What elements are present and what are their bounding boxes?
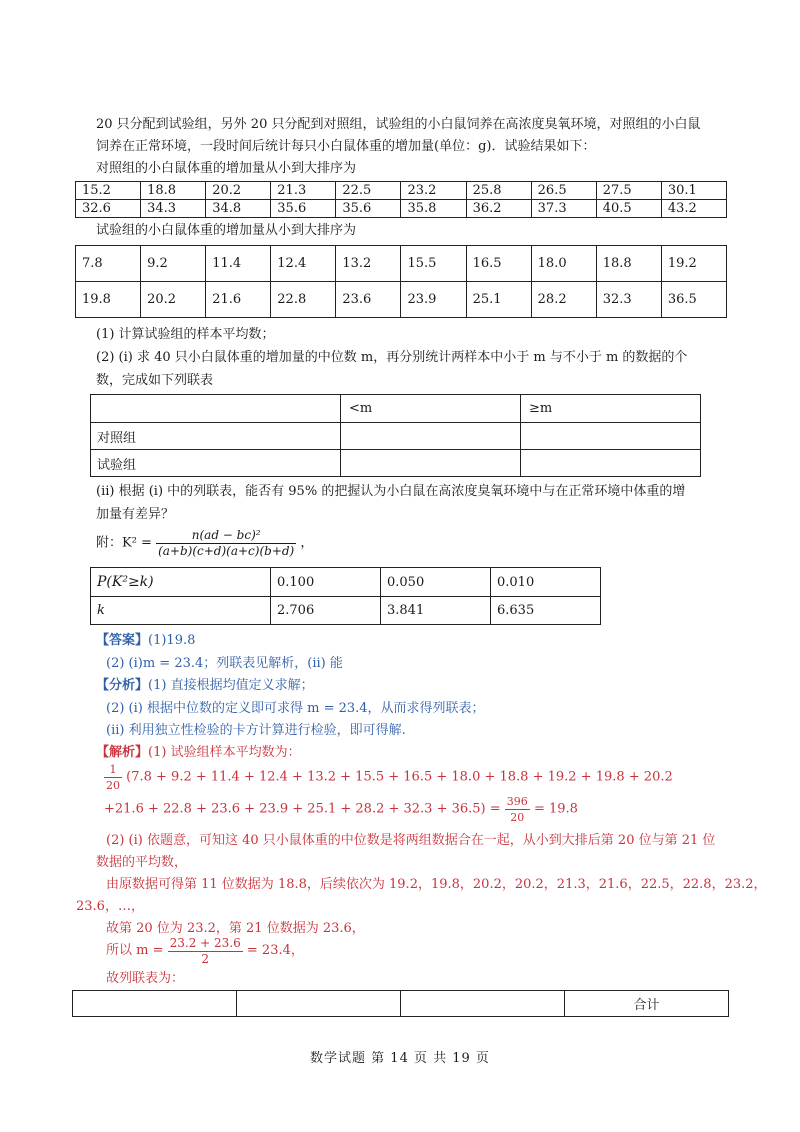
answer-1: (1)19.8 xyxy=(148,633,196,648)
final-table-cell xyxy=(401,991,565,1017)
control-table-cell: 34.8 xyxy=(206,200,271,218)
contingency-header-geq: ≥m xyxy=(521,395,701,423)
k-table-k-value: 2.706 xyxy=(271,597,381,625)
mean-sum-2: +21.6 + 22.8 + 23.6 + 23.9 + 25.1 + 28.2 + 32.3 + 36.5) = xyxy=(104,801,501,817)
test-data-table xyxy=(75,245,727,318)
k-table-header: P(K²≥k) xyxy=(91,568,271,597)
solution-line-1 xyxy=(96,744,301,762)
test-table-cell: 18.0 xyxy=(531,246,596,282)
intro-line-2: 饲养在正常环境，一段时间后统计每只小白鼠体重的增加量(单位：g)．试验结果如下： xyxy=(96,139,596,154)
test-table-cell: 12.4 xyxy=(271,246,336,282)
k-table-p-value: 0.100 xyxy=(271,568,381,597)
solution-2-line-7: 故列联表为： xyxy=(106,971,185,986)
k-squared-formula xyxy=(96,528,313,559)
question-2-line-2: 数，完成如下列联表 xyxy=(96,373,214,388)
test-table-cell: 16.5 xyxy=(466,246,531,282)
test-table-cell: 13.2 xyxy=(336,246,401,282)
test-table-cell: 25.1 xyxy=(466,282,531,318)
contingency-cell xyxy=(341,450,521,477)
test-table-row xyxy=(76,246,727,282)
final-table-cell xyxy=(237,991,401,1017)
test-table-cell: 32.3 xyxy=(596,282,661,318)
k-table-k-value: 3.841 xyxy=(381,597,491,625)
contingency-cell xyxy=(341,423,521,450)
page-footer: 数学试题 第 14 页 共 19 页 xyxy=(310,1051,490,1066)
question-2-line-1: (2) (ⅰ) 求 40 只小白鼠体重的增加量的中位数 m，再分别统计两样本中小于 m 与不小于 m 的数据的个 xyxy=(96,350,688,365)
median-tail: = 23.4， xyxy=(246,943,304,958)
mean-fraction xyxy=(104,762,122,793)
k-table-k-value: 6.635 xyxy=(491,597,601,625)
analysis-line-1 xyxy=(96,677,314,695)
k-value-table xyxy=(90,567,601,625)
test-table-cell: 9.2 xyxy=(141,246,206,282)
control-table-cell: 40.5 xyxy=(596,200,661,218)
k-table-p-value: 0.010 xyxy=(491,568,601,597)
control-table-cell: 18.8 xyxy=(141,182,206,200)
formula-denominator: (a+b)(c+d)(a+c)(b+d) xyxy=(158,544,295,558)
test-table-cell: 19.8 xyxy=(76,282,141,318)
test-table-cell: 28.2 xyxy=(531,282,596,318)
test-table-cell: 22.8 xyxy=(271,282,336,318)
mean-frac-num: 1 xyxy=(104,762,122,778)
analysis-3: (ii) 利用独立性检验的卡方计算进行检验，即可得解. xyxy=(106,723,406,738)
test-table-cell: 23.9 xyxy=(401,282,466,318)
control-data-table xyxy=(75,181,727,218)
analysis-2: (2) (i) 根据中位数的定义即可求得 m = 23.4，从而求得列联表； xyxy=(106,701,485,716)
test-table-cell: 18.8 xyxy=(596,246,661,282)
control-table-cell: 35.8 xyxy=(401,200,466,218)
answer-2: (2) (i)m = 23.4；列联表见解析，(ii) 能 xyxy=(106,656,343,671)
test-table-cell: 23.6 xyxy=(336,282,401,318)
control-table-cell: 37.3 xyxy=(531,200,596,218)
formula-suffix: ， xyxy=(300,535,314,551)
question-1: (1) 计算试验组的样本平均数； xyxy=(96,327,275,342)
solution-2-line-3: 由原数据可得第 11 位数据为 18.8，后续依次为 19.2，19.8，20.2，20.2，21.3，21.6，22.5，22.8，23.2， xyxy=(106,877,767,892)
test-table-cell: 19.2 xyxy=(661,246,726,282)
formula-numerator: n(ad − bc)² xyxy=(156,528,296,544)
test-table-cell: 11.4 xyxy=(206,246,271,282)
solution-1: (1) 试验组样本平均数为： xyxy=(148,745,301,760)
question-2ii-line-1: (ⅱ) 根据 (i) 中的列联表，能否有 95% 的把握认为小白鼠在高浓度臭氧环境中与在正常环境中体重的增 xyxy=(96,484,686,499)
k-table-p-value: 0.050 xyxy=(381,568,491,597)
control-table-cell: 35.6 xyxy=(336,200,401,218)
contingency-row-control: 对照组 xyxy=(91,423,341,450)
contingency-cell xyxy=(521,450,701,477)
mean-result-num: 396 xyxy=(506,795,528,808)
median-fraction xyxy=(168,936,243,967)
question-2ii-line-2: 加量有差异？ xyxy=(96,507,175,522)
contingency-table xyxy=(90,394,701,477)
test-table-cell: 7.8 xyxy=(76,246,141,282)
contingency-header-less: <m xyxy=(341,395,521,423)
control-table-cell: 25.8 xyxy=(466,182,531,200)
solution-mean-line-1 xyxy=(104,762,673,793)
contingency-cell xyxy=(521,423,701,450)
test-table-cell: 36.5 xyxy=(661,282,726,318)
solution-2-line-1: (2) (i) 依题意，可知这 40 只小鼠体重的中位数是将两组数据合在一起，从小到大排后第 20 位与第 21 位 xyxy=(106,833,716,848)
mean-result-den: 20 xyxy=(510,811,525,824)
control-table-cell: 26.5 xyxy=(531,182,596,200)
control-table-cell: 15.2 xyxy=(76,182,141,200)
mean-sum-1: (7.8 + 9.2 + 11.4 + 12.4 + 13.2 + 15.5 + 16.5 + 18.0 + 18.8 + 19.2 + 19.8 + 20.2 xyxy=(126,769,673,785)
contingency-header-blank xyxy=(91,395,341,423)
analysis-1: (1) 直接根据均值定义求解； xyxy=(148,678,314,693)
solution-2-line-2: 数据的平均数， xyxy=(96,855,188,870)
analysis-label: 【分析】 xyxy=(96,678,149,693)
median-prefix: 所以 m = xyxy=(106,943,164,958)
control-table-cell: 32.6 xyxy=(76,200,141,218)
k-table-k-label: k xyxy=(91,597,271,625)
control-table-cell: 27.5 xyxy=(596,182,661,200)
intro-line-1: 20 只分配到试验组，另外 20 只分配到对照组，试验组的小白鼠饲养在高浓度臭氧环境，对照组的小白鼠 xyxy=(96,117,701,132)
control-table-cell: 35.6 xyxy=(271,200,336,218)
final-table-cell xyxy=(73,991,237,1017)
mean-frac-den: 20 xyxy=(106,779,120,792)
contingency-row-test: 试验组 xyxy=(91,450,341,477)
test-table-cell: 21.6 xyxy=(206,282,271,318)
formula-prefix: 附：K² = xyxy=(96,535,152,551)
formula-fraction xyxy=(156,528,296,559)
test-table-row xyxy=(76,282,727,318)
test-title: 试验组的小白鼠体重的增加量从小到大排序为 xyxy=(96,223,357,238)
solution-label: 【解析】 xyxy=(96,745,149,760)
control-table-cell: 30.1 xyxy=(661,182,726,200)
final-contingency-table xyxy=(72,990,729,1017)
mean-result-fraction xyxy=(505,794,530,825)
answer-label: 【答案】 xyxy=(96,633,149,648)
median-frac-num: 23.2 + 23.6 xyxy=(169,935,241,950)
control-table-cell: 23.2 xyxy=(401,182,466,200)
mean-result-tail: = 19.8 xyxy=(533,801,578,817)
median-frac-den: 2 xyxy=(201,951,210,966)
test-table-cell: 20.2 xyxy=(141,282,206,318)
control-table-cell: 36.2 xyxy=(466,200,531,218)
control-table-cell: 43.2 xyxy=(661,200,726,218)
control-table-cell: 34.3 xyxy=(141,200,206,218)
final-table-total-header: 合计 xyxy=(565,991,729,1017)
solution-2-line-5: 故第 20 位为 23.2，第 21 位数据为 23.6， xyxy=(106,921,365,936)
control-table-cell: 22.5 xyxy=(336,182,401,200)
control-table-row xyxy=(76,182,727,200)
control-table-row xyxy=(76,200,727,218)
control-table-cell: 20.2 xyxy=(206,182,271,200)
test-table-cell: 15.5 xyxy=(401,246,466,282)
control-table-cell: 21.3 xyxy=(271,182,336,200)
answer-line-1 xyxy=(96,632,195,650)
solution-mean-line-2 xyxy=(104,794,578,825)
solution-median-line xyxy=(106,934,304,969)
solution-2-line-4: 23.6，…， xyxy=(76,899,144,914)
control-title: 对照组的小白鼠体重的增加量从小到大排序为 xyxy=(96,161,357,176)
